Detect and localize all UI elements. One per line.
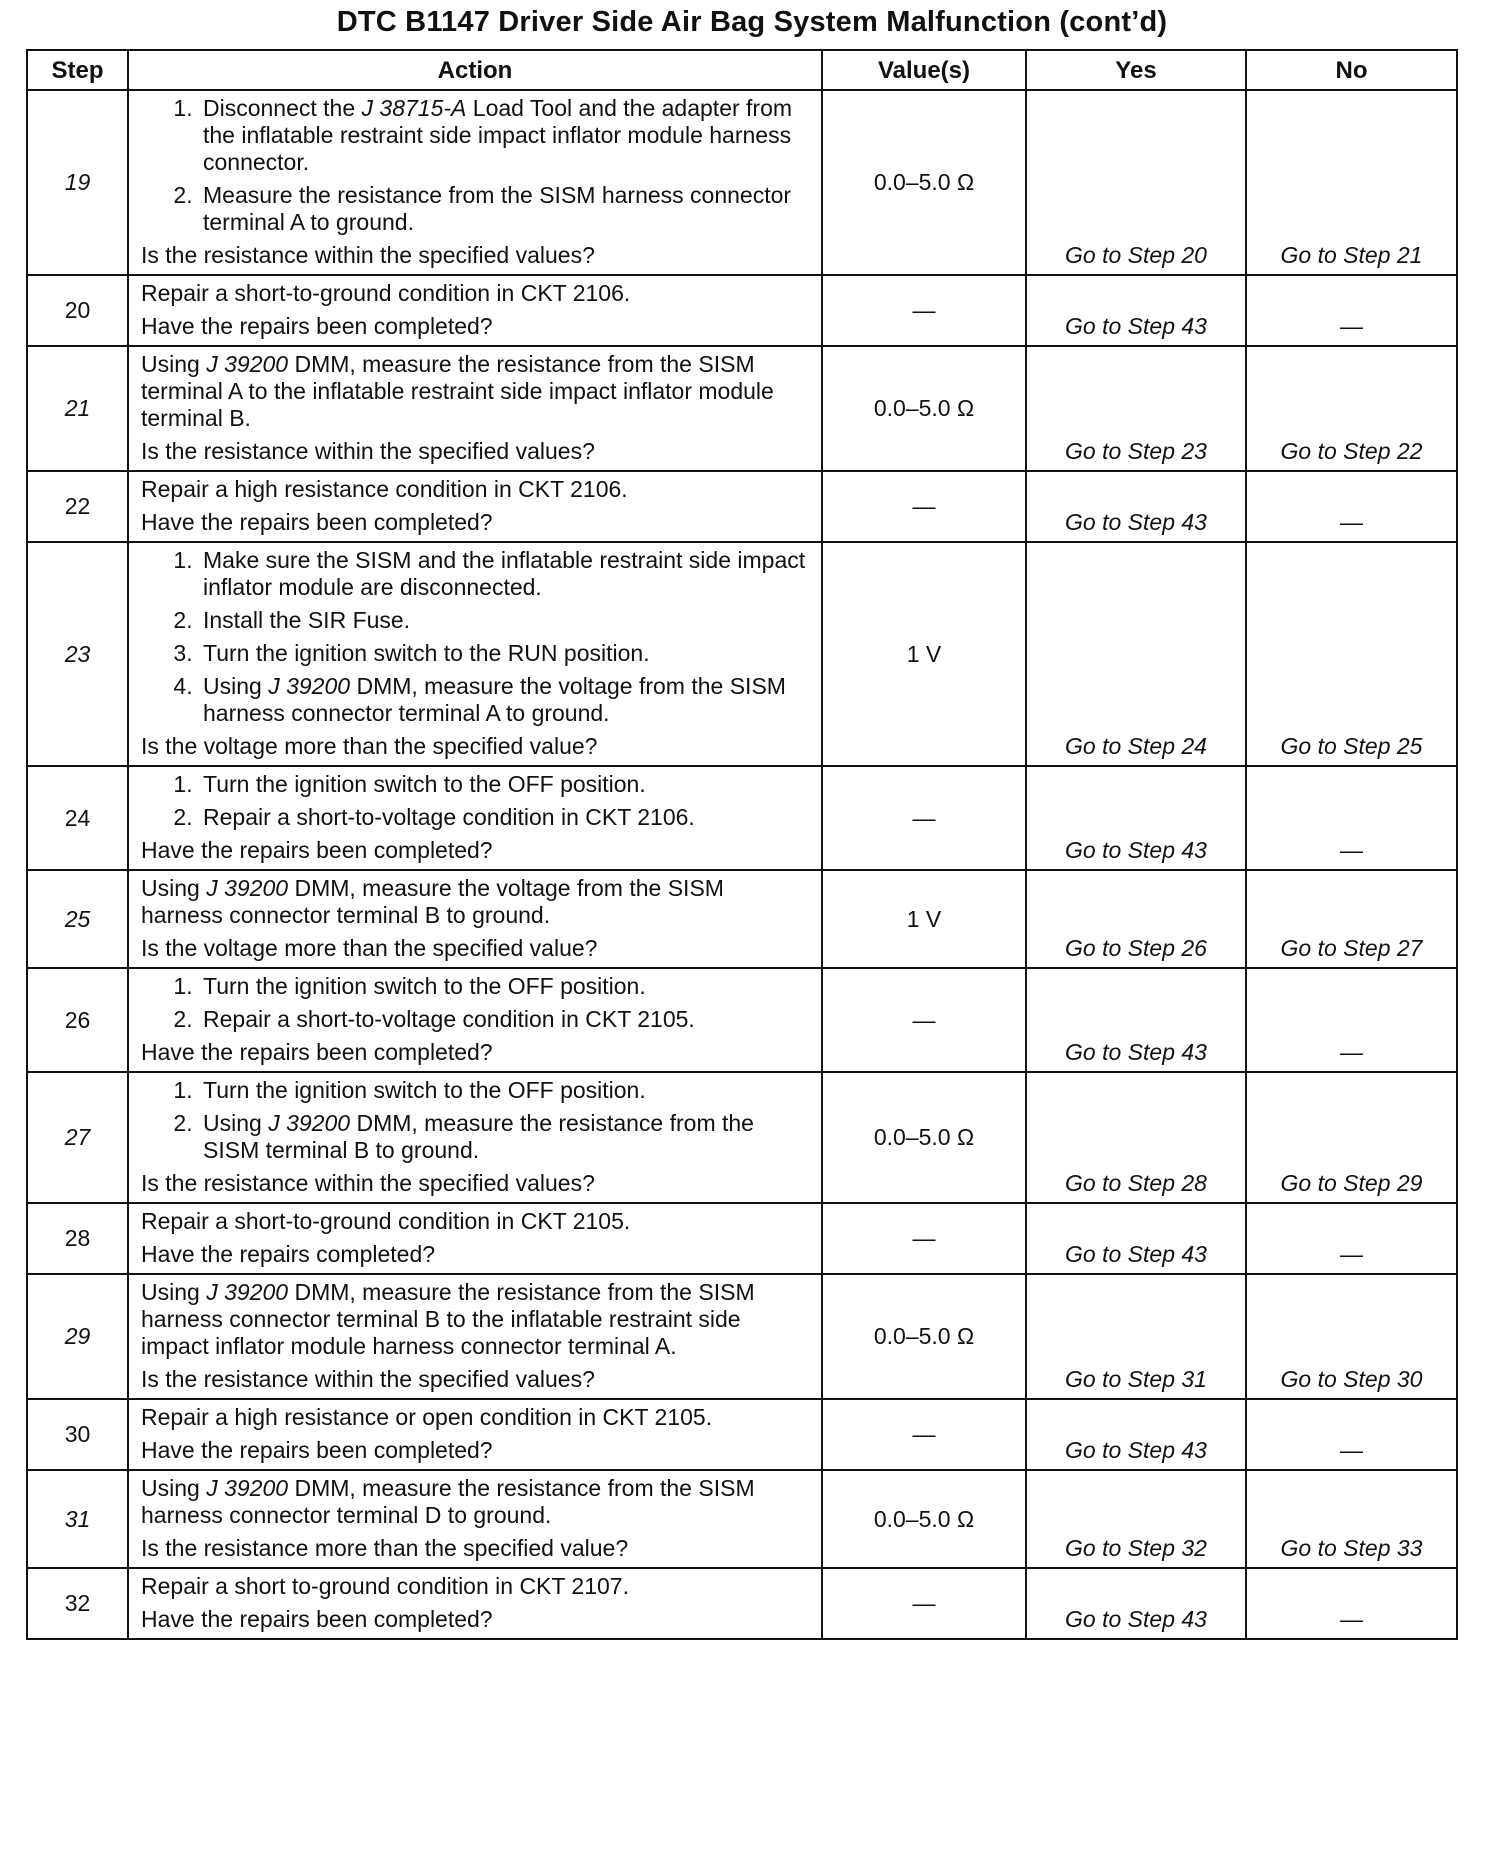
- no-cell: —: [1246, 968, 1457, 1072]
- action-question: Is the resistance within the specified values?: [141, 1366, 595, 1392]
- action-question: Is the voltage more than the specified value?: [141, 935, 598, 961]
- text-segment: Using: [203, 673, 269, 699]
- action-cell: [128, 1568, 822, 1639]
- action-question: Have the repairs been completed?: [141, 313, 493, 339]
- action-question: Have the repairs been completed?: [141, 509, 493, 535]
- action-question: Have the repairs been completed?: [141, 1039, 493, 1065]
- text-segment: Turn the ignition switch to the OFF position.: [203, 771, 646, 797]
- text-segment: DMM, measure the resistance from the SISM terminal B to ground.: [203, 1110, 754, 1163]
- value-cell: —: [822, 766, 1026, 870]
- tool-name: J 39200: [206, 875, 289, 901]
- action-question: Have the repairs been completed?: [141, 1437, 493, 1463]
- action-step: [199, 182, 811, 236]
- no-cell: Go to Step 29: [1246, 1072, 1457, 1203]
- yes-cell: Go to Step 43: [1026, 968, 1246, 1072]
- text-segment: DMM, measure the voltage from the SISM harness connector terminal B to ground.: [141, 875, 724, 928]
- tool-name: J 39200: [206, 1475, 289, 1501]
- action-cell: [128, 1274, 822, 1399]
- action-steps-list: [141, 547, 811, 727]
- header-value: Value(s): [822, 50, 1026, 90]
- action-cell: [128, 471, 822, 542]
- text-segment: DMM, measure the resistance from the SISM terminal A to the inflatable restraint side impact inflator module terminal B.: [141, 351, 774, 431]
- value-cell: 1 V: [822, 542, 1026, 766]
- no-cell: —: [1246, 471, 1457, 542]
- action-steps-list: [141, 771, 811, 831]
- value-cell: —: [822, 1399, 1026, 1470]
- text-segment: DMM, measure the resistance from the SISM harness connector terminal D to ground.: [141, 1475, 755, 1528]
- text-segment: Disconnect the: [203, 95, 362, 121]
- text-segment: Repair a short-to-ground condition in CKT 2105.: [141, 1208, 631, 1234]
- action-text: [141, 1208, 811, 1235]
- no-cell: Go to Step 21: [1246, 90, 1457, 275]
- action-cell: [128, 968, 822, 1072]
- no-cell: —: [1246, 1399, 1457, 1470]
- text-segment: Repair a short to-ground condition in CKT 2107.: [141, 1573, 629, 1599]
- table-body: [27, 90, 1457, 1639]
- action-cell: [128, 90, 822, 275]
- no-cell: Go to Step 33: [1246, 1470, 1457, 1568]
- action-step: [199, 1077, 811, 1104]
- table-row: [27, 90, 1457, 275]
- action-step: [199, 973, 811, 1000]
- text-segment: Using: [203, 1110, 269, 1136]
- text-segment: Turn the ignition switch to the RUN position.: [203, 640, 650, 666]
- action-steps-list: [141, 1077, 811, 1164]
- text-segment: Make sure the SISM and the inflatable restraint side impact inflator module are disconnected.: [203, 547, 806, 600]
- text-segment: Using: [141, 351, 207, 377]
- action-question: Is the voltage more than the specified value?: [141, 733, 598, 759]
- header-step: Step: [27, 50, 128, 90]
- no-cell: —: [1246, 275, 1457, 346]
- value-cell: —: [822, 275, 1026, 346]
- text-segment: DMM, measure the resistance from the SISM harness connector terminal B to the inflatable restraint side impact inflator module harness connector terminal A.: [141, 1279, 755, 1359]
- yes-cell: Go to Step 23: [1026, 346, 1246, 471]
- action-question: Is the resistance within the specified values?: [141, 242, 595, 268]
- action-cell: [128, 542, 822, 766]
- table-row: [27, 870, 1457, 968]
- text-segment: Turn the ignition switch to the OFF position.: [203, 1077, 646, 1103]
- text-segment: Turn the ignition switch to the OFF position.: [203, 973, 646, 999]
- text-segment: Repair a short-to-voltage condition in CKT 2106.: [203, 804, 695, 830]
- header-action: Action: [128, 50, 822, 90]
- step-number: 32: [27, 1568, 128, 1639]
- action-step: [199, 640, 811, 667]
- table-row: [27, 1470, 1457, 1568]
- step-number: 22: [27, 471, 128, 542]
- value-cell: —: [822, 471, 1026, 542]
- action-question: Is the resistance more than the specified value?: [141, 1535, 629, 1561]
- step-number: 24: [27, 766, 128, 870]
- value-cell: 1 V: [822, 870, 1026, 968]
- action-question: Have the repairs been completed?: [141, 837, 493, 863]
- yes-cell: Go to Step 43: [1026, 1399, 1246, 1470]
- text-segment: Repair a short-to-voltage condition in CKT 2105.: [203, 1006, 695, 1032]
- table-row: [27, 1203, 1457, 1274]
- step-number: 31: [27, 1470, 128, 1568]
- header-no: No: [1246, 50, 1457, 90]
- yes-cell: Go to Step 43: [1026, 1203, 1246, 1274]
- yes-cell: Go to Step 20: [1026, 90, 1246, 275]
- text-segment: Repair a high resistance or open condition in CKT 2105.: [141, 1404, 713, 1430]
- no-cell: —: [1246, 1568, 1457, 1639]
- text-segment: Using: [141, 875, 207, 901]
- action-step: [199, 607, 811, 634]
- value-cell: 0.0–5.0 Ω: [822, 1470, 1026, 1568]
- no-cell: —: [1246, 1203, 1457, 1274]
- step-number: 28: [27, 1203, 128, 1274]
- value-cell: 0.0–5.0 Ω: [822, 1072, 1026, 1203]
- text-segment: Using: [141, 1475, 207, 1501]
- yes-cell: Go to Step 43: [1026, 275, 1246, 346]
- action-cell: [128, 1470, 822, 1568]
- action-cell: [128, 1072, 822, 1203]
- action-cell: [128, 766, 822, 870]
- table-row: [27, 968, 1457, 1072]
- action-question: Is the resistance within the specified values?: [141, 1170, 595, 1196]
- action-step: [199, 1006, 811, 1033]
- action-cell: [128, 275, 822, 346]
- tool-name: J 39200: [206, 1279, 289, 1305]
- action-question: Have the repairs completed?: [141, 1241, 436, 1267]
- action-step: [199, 673, 811, 727]
- step-number: 25: [27, 870, 128, 968]
- value-cell: —: [822, 968, 1026, 1072]
- step-number: 19: [27, 90, 128, 275]
- yes-cell: Go to Step 24: [1026, 542, 1246, 766]
- document-title: DTC B1147 Driver Side Air Bag System Malfunction (cont’d): [336, 6, 1168, 38]
- action-question: Have the repairs been completed?: [141, 1606, 493, 1632]
- no-cell: —: [1246, 766, 1457, 870]
- action-text: [141, 1404, 811, 1431]
- table-row: [27, 471, 1457, 542]
- text-segment: Load Tool and the adapter from the inflatable restraint side impact inflator module harness connector.: [203, 95, 793, 175]
- step-number: 30: [27, 1399, 128, 1470]
- action-step: [199, 95, 811, 176]
- tool-name: J 39200: [206, 351, 289, 377]
- tool-name: J 39200: [268, 673, 351, 699]
- tool-name: J 38715-A: [361, 95, 467, 121]
- step-number: 26: [27, 968, 128, 1072]
- action-cell: [128, 870, 822, 968]
- action-steps-list: [141, 973, 811, 1033]
- action-text: [141, 351, 811, 432]
- yes-cell: Go to Step 43: [1026, 766, 1246, 870]
- action-text: [141, 280, 811, 307]
- text-segment: Using: [141, 1279, 207, 1305]
- header-yes: Yes: [1026, 50, 1246, 90]
- step-number: 21: [27, 346, 128, 471]
- value-cell: —: [822, 1203, 1026, 1274]
- action-text: [141, 476, 811, 503]
- yes-cell: Go to Step 28: [1026, 1072, 1246, 1203]
- value-cell: 0.0–5.0 Ω: [822, 346, 1026, 471]
- action-step: [199, 547, 811, 601]
- action-text: [141, 875, 811, 929]
- yes-cell: Go to Step 26: [1026, 870, 1246, 968]
- tool-name: J 39200: [268, 1110, 351, 1136]
- action-step: [199, 1110, 811, 1164]
- yes-cell: Go to Step 31: [1026, 1274, 1246, 1399]
- step-number: 27: [27, 1072, 128, 1203]
- text-segment: Measure the resistance from the SISM harness connector terminal A to ground.: [203, 182, 792, 235]
- yes-cell: Go to Step 43: [1026, 471, 1246, 542]
- table-row: [27, 1399, 1457, 1470]
- action-text: [141, 1573, 811, 1600]
- text-segment: Install the SIR Fuse.: [203, 607, 411, 633]
- no-cell: Go to Step 22: [1246, 346, 1457, 471]
- action-text: [141, 1279, 811, 1360]
- no-cell: Go to Step 30: [1246, 1274, 1457, 1399]
- diagnostic-table: [26, 49, 1458, 1640]
- action-cell: [128, 346, 822, 471]
- action-steps-list: [141, 95, 811, 236]
- action-text: [141, 1475, 811, 1529]
- no-cell: Go to Step 25: [1246, 542, 1457, 766]
- no-cell: Go to Step 27: [1246, 870, 1457, 968]
- table-row: [27, 766, 1457, 870]
- step-number: 20: [27, 275, 128, 346]
- action-cell: [128, 1399, 822, 1470]
- value-cell: 0.0–5.0 Ω: [822, 90, 1026, 275]
- action-cell: [128, 1203, 822, 1274]
- step-number: 23: [27, 542, 128, 766]
- text-segment: Repair a short-to-ground condition in CKT 2106.: [141, 280, 631, 306]
- table-row: [27, 275, 1457, 346]
- action-step: [199, 771, 811, 798]
- yes-cell: Go to Step 32: [1026, 1470, 1246, 1568]
- action-step: [199, 804, 811, 831]
- yes-cell: Go to Step 43: [1026, 1568, 1246, 1639]
- text-segment: DMM, measure the voltage from the SISM harness connector terminal A to ground.: [203, 673, 786, 726]
- table-row: [27, 1072, 1457, 1203]
- value-cell: 0.0–5.0 Ω: [822, 1274, 1026, 1399]
- text-segment: Repair a high resistance condition in CKT 2106.: [141, 476, 628, 502]
- table-row: [27, 1568, 1457, 1639]
- value-cell: —: [822, 1568, 1026, 1639]
- table-row: [27, 346, 1457, 471]
- table-row: [27, 1274, 1457, 1399]
- action-question: Is the resistance within the specified values?: [141, 438, 595, 464]
- table-row: [27, 542, 1457, 766]
- table-header-row: [27, 50, 1457, 90]
- step-number: 29: [27, 1274, 128, 1399]
